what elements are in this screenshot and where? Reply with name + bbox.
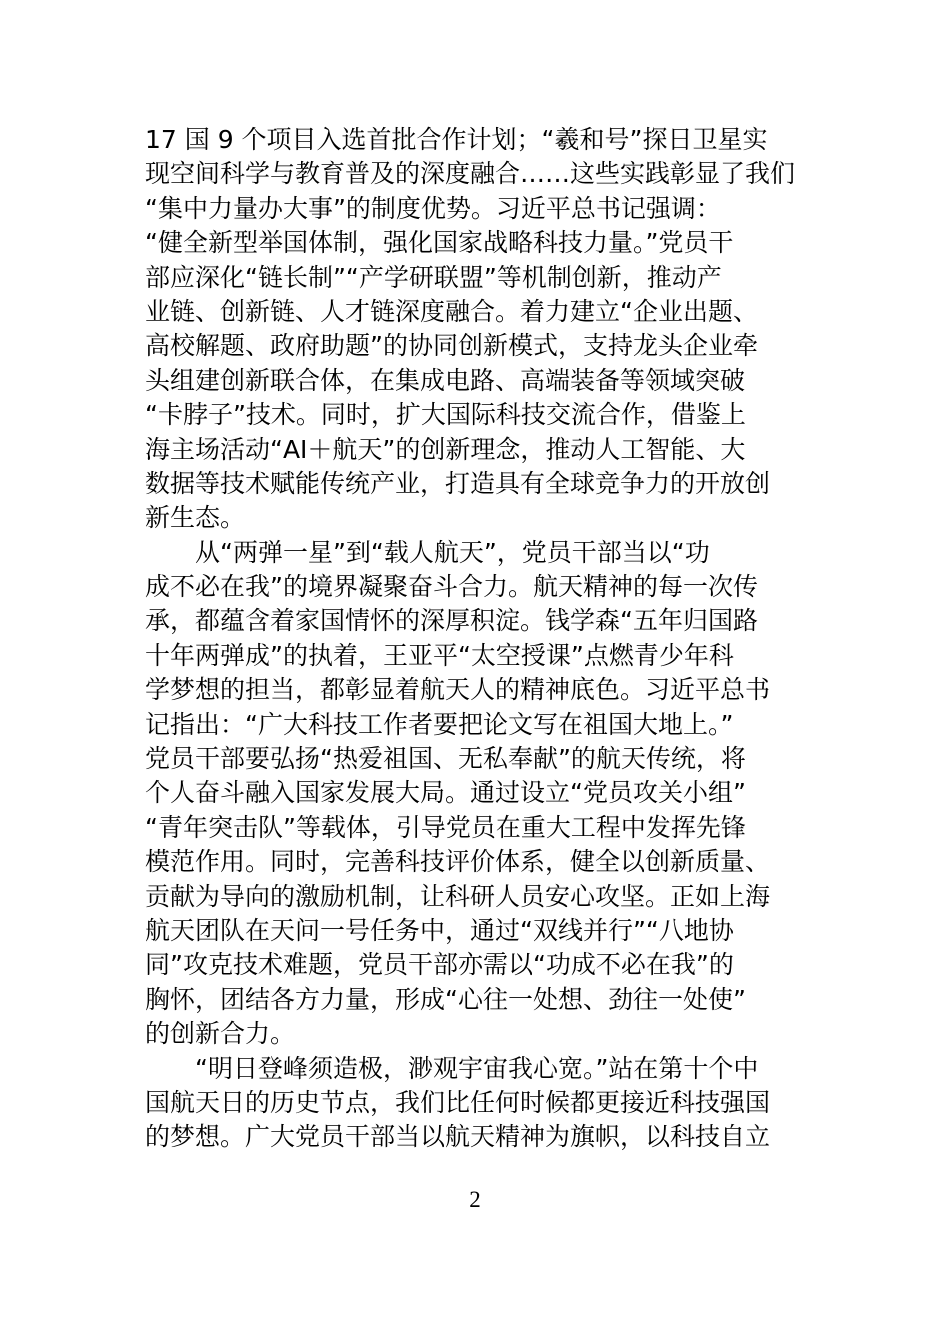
text-line: 党员干部要弘扬“热爱祖国、无私奉献”的航天传统，将 xyxy=(145,744,746,774)
text-line: 现空间科学与教育普及的深度融合……这些实践彰显了我们 xyxy=(145,159,796,189)
text-line: “青年突击队”等载体，引导党员在重大工程中发挥先锋 xyxy=(145,812,746,842)
text-line: 成不必在我”的境界凝聚奋斗合力。航天精神的每一次传 xyxy=(145,572,758,602)
text-line: 数据等技术赋能传统产业，打造具有全球竞争力的开放创 xyxy=(145,468,771,498)
text-line: 从“两弹一星”到“载人航天”，党员干部当以“功 xyxy=(145,537,710,567)
body-text xyxy=(145,123,810,1155)
text-line: 国航天日的历史节点，我们比任何时候都更接近科技强国 xyxy=(145,1087,771,1117)
text-line: “卡脖子”技术。同时，扩大国际科技交流合作，借鉴上 xyxy=(145,400,746,430)
text-line: “明日登峰须造极，渺观宇宙我心宽。”站在第十个中 xyxy=(145,1053,759,1083)
text-line: 17 国 9 个项目入选首批合作计划；“羲和号”探日卫星实 xyxy=(145,125,768,154)
text-line: 模范作用。同时，完善科技评价体系，健全以创新质量、 xyxy=(145,847,771,877)
text-line: 同”攻克技术难题，党员干部亦需以“功成不必在我”的 xyxy=(145,950,734,980)
text-line: 业链、创新链、人才链深度融合。着力建立“企业出题、 xyxy=(145,296,758,326)
text-line: 头组建创新联合体，在集成电路、高端装备等领域突破 xyxy=(145,365,746,395)
text-line: 十年两弹成”的执着，王亚平“太空授课”点燃青少年科 xyxy=(145,640,734,670)
text-line: 贡献为导向的激励机制，让科研人员安心攻坚。正如上海 xyxy=(145,881,771,911)
text-line: 的创新合力。 xyxy=(145,1019,296,1049)
text-line: 海主场活动“AI＋航天”的创新理念，推动人工智能、大 xyxy=(145,434,746,464)
text-line: 个人奋斗融入国家发展大局。通过设立“党员攻关小组” xyxy=(145,778,746,808)
text-line: 学梦想的担当，都彰显着航天人的精神底色。习近平总书 xyxy=(145,675,771,705)
text-line: 的梦想。广大党员干部当以航天精神为旗帜，以科技自立 xyxy=(145,1122,771,1152)
text-line: “健全新型举国体制，强化国家战略科技力量。”党员干 xyxy=(145,228,734,258)
text-line: “集中力量办大事”的制度优势。习近平总书记强调： xyxy=(145,193,721,223)
text-line: 新生态。 xyxy=(145,503,246,533)
text-line: 高校解题、政府助题”的协同创新模式，支持龙头企业牵 xyxy=(145,331,758,361)
text-line: 部应深化“链长制”“产学研联盟”等机制创新，推动产 xyxy=(145,262,722,292)
page-number: 2 xyxy=(469,1187,481,1212)
text-line: 记指出：“广大科技工作者要把论文写在祖国大地上。” xyxy=(145,709,734,739)
text-line: 航天团队在天问一号任务中，通过“双线并行”“八地协 xyxy=(145,915,734,945)
text-line: 胸怀，团结各方力量，形成“心往一处想、劲往一处使” xyxy=(145,984,746,1014)
text-line: 承，都蕴含着家国情怀的深厚积淀。钱学森“五年归国路 xyxy=(145,606,758,636)
